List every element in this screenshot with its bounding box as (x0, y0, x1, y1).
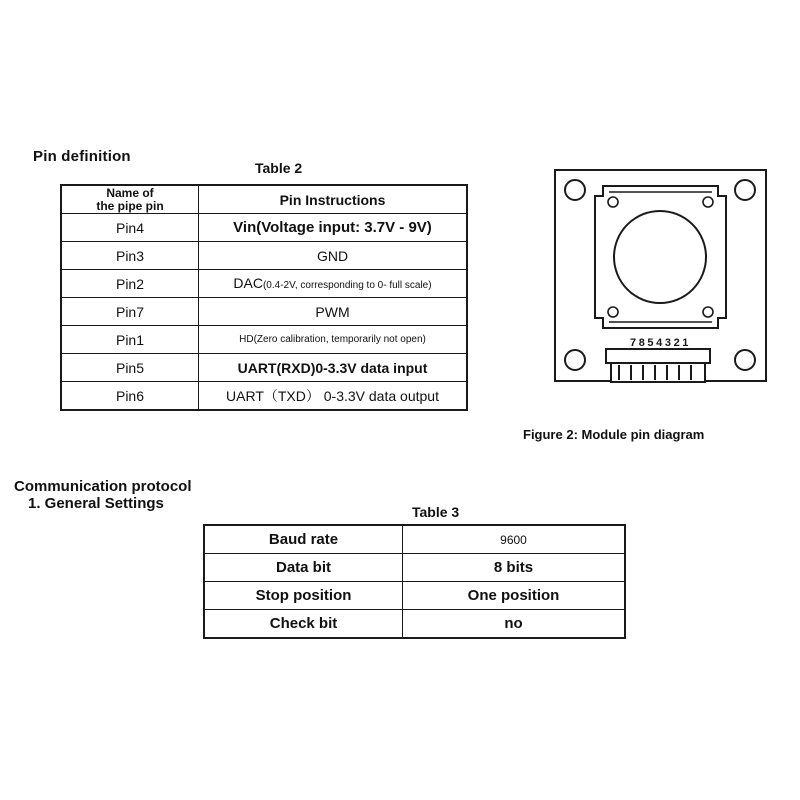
dac-detail: (0.4-2V, corresponding to 0- full scale) (262, 279, 432, 291)
table3-caption: Table 3 (412, 504, 460, 520)
settings-table-body (204, 525, 625, 638)
table-row (61, 298, 467, 326)
pin-instruction-cell: GND (199, 242, 468, 270)
setting-label-cell: Baud rate (204, 525, 403, 554)
table-row (61, 326, 467, 354)
pin-table-header (61, 185, 467, 214)
mounting-hole-bottom-left (565, 350, 585, 370)
table-row (204, 554, 625, 582)
table-row (204, 610, 625, 639)
pin-name-cell: Pin7 (61, 298, 199, 326)
setting-value-cell: 8 bits (403, 554, 626, 582)
pin-instruction-cell (199, 270, 468, 298)
pin-name-cell: Pin3 (61, 242, 199, 270)
pin-name-cell: Pin2 (61, 270, 199, 298)
table-row (204, 582, 625, 610)
table-row (204, 525, 625, 554)
pin-definition-heading: Pin definition (33, 148, 131, 165)
table-row (61, 270, 467, 298)
mounting-hole-bottom-right (735, 350, 755, 370)
dac-label: DAC (233, 274, 263, 291)
housing-screw-bottom-right (703, 307, 713, 317)
setting-value-cell: 9600 (403, 525, 626, 554)
header-cell-instructions: Pin Instructions (199, 185, 468, 214)
pin-instruction-cell: UART（TXD） 0-3.3V data output (199, 382, 468, 411)
pin-name-cell: Pin1 (61, 326, 199, 354)
pin-number-labels: 7854321 (630, 337, 692, 349)
pin-instruction-cell: UART(RXD)0-3.3V data input (199, 354, 468, 382)
general-settings-table (203, 524, 626, 639)
pin-instruction-cell: HD(Zero calibration, temporarily not open) (199, 326, 468, 354)
pin-instruction-cell: Vin(Voltage input: 3.7V - 9V) (199, 214, 468, 242)
general-settings-heading: 1. General Settings (28, 495, 164, 512)
setting-label-cell: Data bit (204, 554, 403, 582)
connector-body (606, 349, 710, 363)
housing-screw-bottom-left (608, 307, 618, 317)
table2-caption: Table 2 (255, 160, 303, 176)
mounting-hole-top-left (565, 180, 585, 200)
setting-label-cell: Check bit (204, 610, 403, 639)
table-row (61, 354, 467, 382)
table-row (61, 214, 467, 242)
pin-instruction-cell: PWM (199, 298, 468, 326)
setting-value-cell: One position (403, 582, 626, 610)
table-row (61, 382, 467, 411)
header-cell-name (61, 185, 199, 214)
housing-screw-top-left (608, 197, 618, 207)
setting-value-cell: no (403, 610, 626, 639)
figure2-caption: Figure 2: Module pin diagram (523, 427, 705, 442)
communication-protocol-heading: Communication protocol (14, 478, 192, 495)
mounting-hole-top-right (735, 180, 755, 200)
pin-name-cell: Pin4 (61, 214, 199, 242)
sensor-dome (614, 211, 706, 303)
setting-label-cell: Stop position (204, 582, 403, 610)
table-header-row (61, 185, 467, 214)
header-name-line1: Name of (106, 185, 154, 200)
housing-screw-top-right (703, 197, 713, 207)
pin-definition-table (60, 184, 468, 411)
header-name-line2: the pipe pin (96, 198, 164, 213)
pin-name-cell: Pin5 (61, 354, 199, 382)
pin-name-cell: Pin6 (61, 382, 199, 411)
pin-table-body (61, 214, 467, 411)
table-row (61, 242, 467, 270)
module-pin-diagram (553, 168, 768, 403)
